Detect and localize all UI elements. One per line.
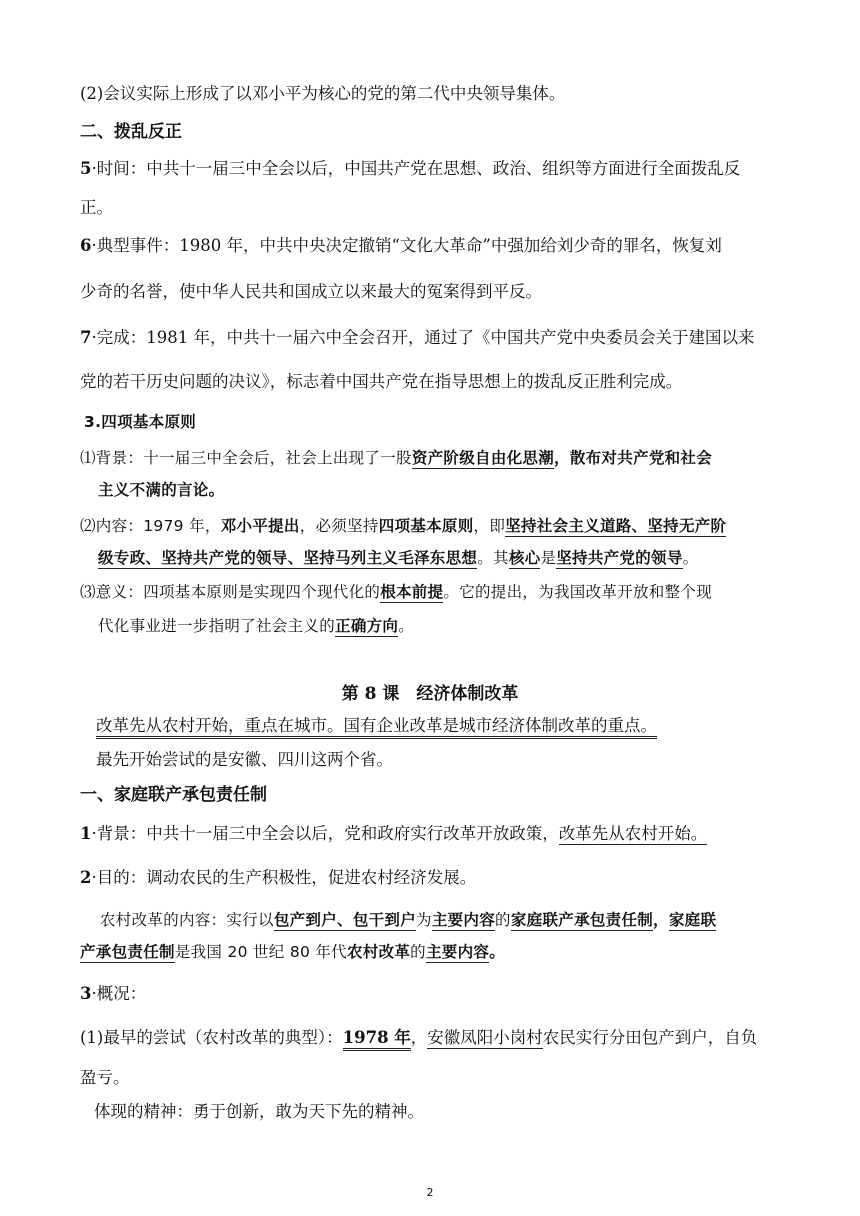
text: 是 (540, 549, 557, 567)
item-text: ·典型事件：1980 年，中共中央决定撤销“文化大革命”中强加给刘少奇的罪名，恢复刘 (91, 236, 722, 255)
text: 是我国 20 世纪 80 年代 (174, 943, 347, 961)
underlined-term: 主要内容 (425, 943, 490, 961)
item-3 (80, 982, 146, 1006)
item-7-line2: 党的若干历史问题的决议》，标志着中国共产党在指导思想上的拨乱反正胜利完成。 (80, 372, 683, 391)
item-text: ·时间：中共十一届三中全会以后，中国共产党在思想、政治、组织等方面进行全面拨乱反 (91, 159, 741, 178)
page-number: 2 (426, 1186, 434, 1199)
item-number: 5 (80, 159, 92, 178)
item-number: 6 (80, 236, 92, 255)
content-line2 (98, 546, 698, 570)
text: 。其 (477, 549, 509, 567)
lesson-title: 第 8 课 经济体制改革 (341, 684, 519, 704)
item-number: 2 (80, 868, 92, 887)
text: 的 (495, 911, 511, 929)
item-1 (80, 822, 707, 846)
underlined-term: 级专政、坚持共产党的领导、坚持马列主义毛泽东思想 (98, 549, 478, 567)
item-7-line1 (80, 326, 754, 350)
underlined-term: 坚持共产党的领导 (556, 549, 683, 567)
reform-note-1 (96, 714, 657, 738)
underlined-place: 安徽凤阳小岗村 (427, 1028, 543, 1047)
item-6-line1 (80, 234, 722, 258)
item-number: 3 (80, 984, 92, 1003)
underlined-term: 坚持社会主义道路、坚持无产阶 (505, 517, 727, 535)
text: ⑶意义：四项基本原则是实现四个现代化的 (80, 583, 381, 601)
background-line1 (80, 446, 712, 470)
underlined-term: 主要内容 (431, 911, 496, 929)
heading-household-responsibility: 一、家庭联产承包责任制 (80, 785, 267, 805)
text: (1)最早的尝试（农村改革的典型）： (80, 1028, 343, 1047)
underlined-term: 家庭联 (668, 911, 717, 929)
content-line1 (80, 514, 726, 538)
text: 代化事业进一步指明了社会主义的 (98, 617, 336, 635)
item-text: ·概况： (91, 984, 147, 1003)
text: 农民实行分田包产到户，自负 (542, 1028, 758, 1047)
text: ，必须坚持 (299, 517, 379, 535)
underlined-term: 核心 (508, 549, 541, 567)
text: ⑵内容：1979 年， (80, 517, 221, 535)
heading-boluan-fanzheng: 二、拨乱反正 (80, 122, 182, 142)
item-text: ·目的：调动农民的生产积极性，促进农村经济发展。 (91, 868, 477, 887)
reform-note-2: 最先开始尝试的是安徽、四川这两个省。 (96, 750, 393, 769)
item-2 (80, 866, 476, 890)
significance-line2 (98, 614, 414, 638)
underlined-year: 1978 年 (343, 1028, 411, 1051)
background-line2: 主义不满的言论。 (98, 481, 225, 499)
item-text: ·完成：1981 年，中共十一届六中全会召开，通过了《中国共产党中央委员会关于建国以来 (91, 328, 755, 347)
underlined-term: 产承包责任制 (80, 943, 175, 961)
item-number: 1 (80, 824, 92, 843)
earliest-attempt-line1 (80, 1026, 757, 1050)
bold-term: 农村改革 (346, 943, 411, 961)
paragraph-meeting-conclusion: (2)会议实际上形成了以邓小平为核心的党的第二代中央领导集体。 (80, 84, 566, 103)
bold-term: 四项基本原则 (378, 517, 474, 535)
rural-reform-line1 (100, 908, 716, 932)
spirit-line: 体现的精神：勇于创新，敢为天下先的精神。 (94, 1102, 424, 1121)
text: 为 (416, 911, 432, 929)
item-number: 7 (80, 328, 92, 347)
underlined-term: 根本前提 (380, 583, 444, 601)
underlined-note: 改革先从农村开始，重点在城市。国有企业改革是城市经济体制改革的重点。 (96, 716, 657, 739)
text: ⑴背景：十一届三中全会后，社会上出现了一股 (80, 449, 412, 467)
text: ， (410, 1028, 428, 1047)
text: 。 (682, 549, 699, 567)
underlined-note: 改革先从农村开始。 (558, 824, 708, 843)
underlined-term: 正确方向 (335, 617, 399, 635)
item-text: ·背景：中共十一届三中全会以后，党和政府实行改革开放政策， (91, 824, 559, 843)
earliest-attempt-line2: 盈亏。 (80, 1068, 130, 1087)
text: 。 (398, 617, 415, 635)
underlined-term: 包产到户、包干到户 (273, 911, 417, 929)
underlined-term: 资产阶级自由化思潮 (411, 449, 555, 467)
significance-line1 (80, 580, 712, 604)
bold-term: 邓小平提出 (220, 517, 300, 535)
rural-reform-line2 (80, 940, 505, 964)
text: 农村改革的内容：实行以 (100, 911, 274, 929)
text: ，即 (473, 517, 506, 535)
item-5-line2: 正。 (80, 198, 113, 217)
text: ， (653, 911, 669, 929)
text: 。 (489, 943, 505, 961)
text: 的 (410, 943, 426, 961)
item-6-line2: 少奇的名誉，使中华人民共和国成立以来最大的冤案得到平反。 (80, 282, 542, 301)
text: 。它的提出，为我国改革开放和整个现 (443, 583, 713, 601)
item-5-line1 (80, 157, 740, 181)
underlined-term: 家庭联产承包责任制 (510, 911, 654, 929)
text: ，散布对共产党和社会 (554, 449, 713, 467)
section-four-principles: 3.四项基本原则 (84, 413, 197, 431)
